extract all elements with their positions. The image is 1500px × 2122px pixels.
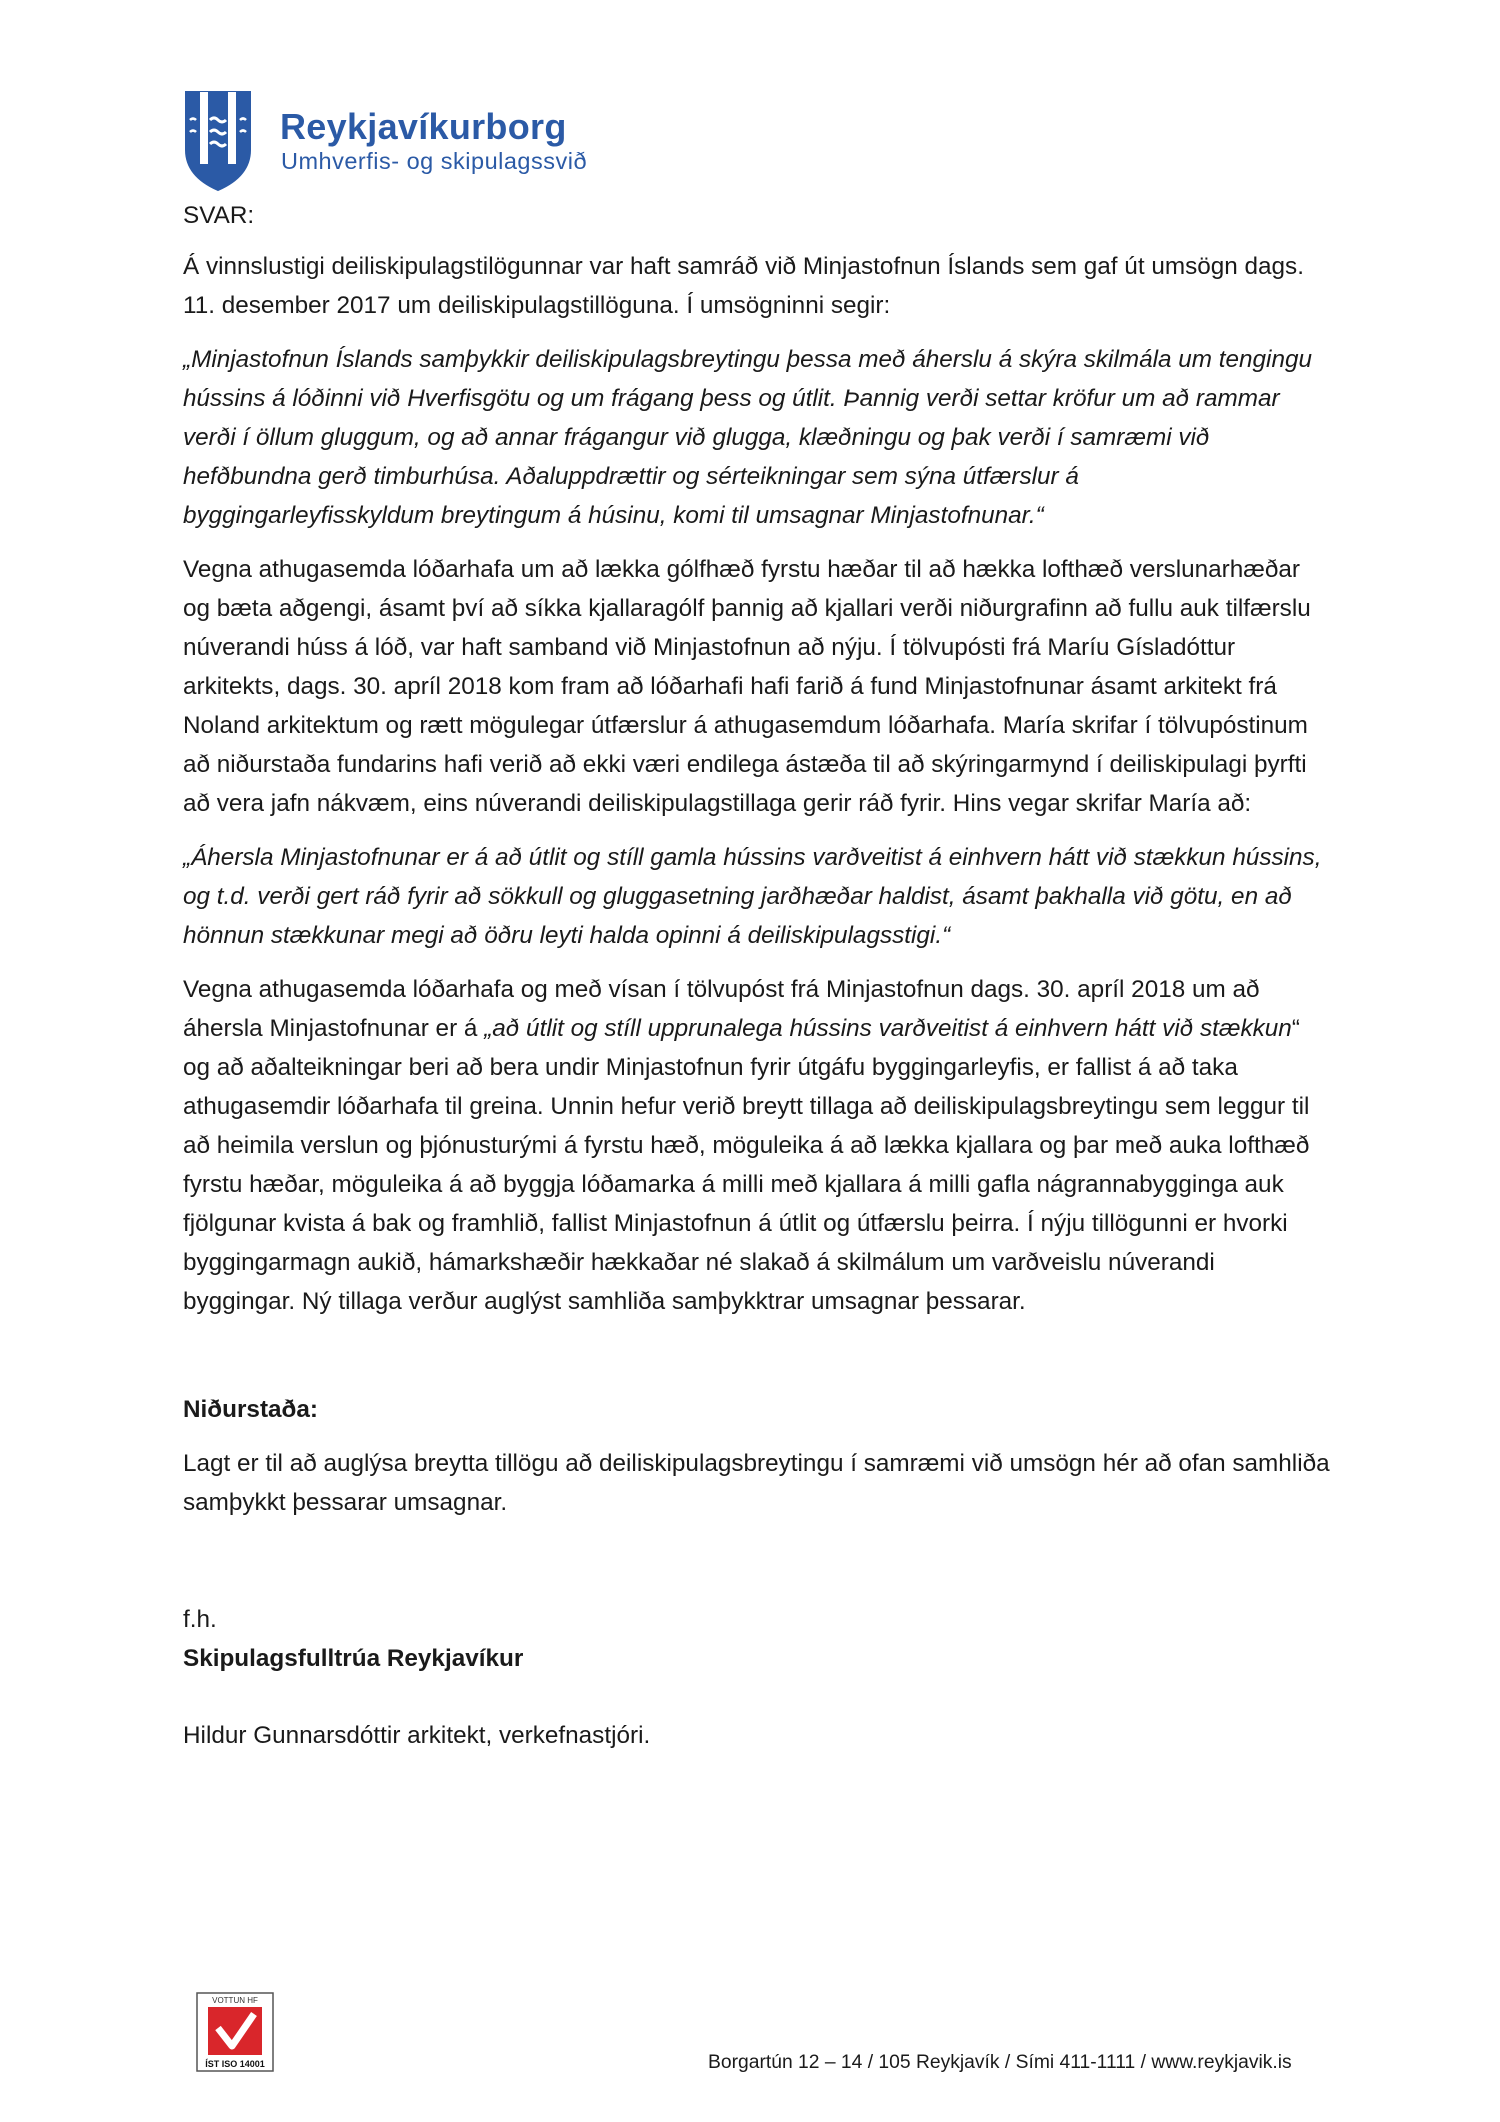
paragraph-2: Vegna athugasemda lóðarhafa um að lækka gólfhæð fyrstu hæðar til að hækka lofthæð verslunarhæðar og bæta aðgengi, ásamt því að síkka kjallaragólf þannig að kjallari verði niðurgrafinn að fullu auk tilfærslu núverandi húss á lóð, var haft samband við Minjastofnun að nýju. Í tölvupósti frá Maríu Gísladóttur arkitekts, dags. 30. apríl 2018 kom fram að lóðarhafi hafi farið á fund Minjastofnunar ásamt arkitekt frá Noland arkitektum og rætt mögulegar útfærslur á athugasemdum lóðarhafa. María skrifar í tölvupóstinum að niðurstaða fundarins hafi verið að ekki væri endilega ástæða til að skýringarmynd í deiliskipulagi þyrfti að vera jafn nákvæm, eins núverandi deiliskipulagstillaga gerir ráð fyrir. Hins vegar skrifar María að: <box>183 556 1311 817</box>
quote-1: „Minjastofnun Íslands samþykkir deiliskipulagsbreytingu þessa með áherslu á skýra skilmála um tengingu hússins á lóðinni við Hverfisgötu og um frágang þess og útlit. Þannig verði settar kröfur um að rammar verði í öllum gluggum, og að annar frágangur við glugga, klæðningu og þak verði í samræmi við hefðbundna gerð timburhúsa. Aðaluppdrættir og sérteikningar sem sýna útfærslur á byggingarleyfisskyldum breytingum á húsinu, komi til umsagnar Minjastofnunar.“ <box>183 346 1312 529</box>
department-name: Umhverfis- og skipulagssvið <box>281 148 588 174</box>
conclusion-heading: Niðurstaða: <box>183 1396 318 1423</box>
footer-address: Borgartún 12 – 14 / 105 Reykjavík / Sími 411-1111 / www.reykjavik.is <box>708 2052 1292 2073</box>
signatory-title: Skipulagsfulltrúa Reykjavíkur <box>183 1645 524 1672</box>
signatory-name: Hildur Gunnarsdóttir arkitekt, verkefnastjóri. <box>183 1722 651 1749</box>
iso-certification-icon <box>196 1992 274 2072</box>
reykjavik-coat-of-arms-logo <box>184 90 252 192</box>
quote-2: „Áhersla Minjastofnunar er á að útlit og stíll gamla hússins varðveitist á einhvern hátt við stækkun hússins, og t.d. verði gert ráð fyrir að sökkull og gluggasetning jarðhæðar haldist, ásamt þakhalla við götu, en að hönnun stækkunar megi að öðru leyti halda opinni á deiliskipulagsstigi.“ <box>183 844 1322 949</box>
on-behalf-of: f.h. <box>183 1606 217 1633</box>
svar-label: SVAR: <box>183 202 255 229</box>
conclusion-text: Lagt er til að auglýsa breytta tillögu að deiliskipulagsbreytingu í samræmi við umsögn hér að ofan samhliða samþykkt þessarar umsagnar. <box>183 1450 1330 1516</box>
organization-name: Reykjavíkurborg <box>280 106 567 147</box>
cert-top-label: VOTTUN HF <box>212 1996 258 2005</box>
paragraph-3-start: Vegna athugasemda lóðarhafa og með vísan í tölvupóst frá Minjastofnun dags. 30. apríl 2018 um að áhersla Minjastofnunar er á <box>183 976 1260 1042</box>
cert-bottom-label: ÍST ISO 14001 <box>205 2059 265 2069</box>
paragraph-3-end: “ og að aðalteikningar beri að bera undir Minjastofnun fyrir útgáfu byggingarleyfis, er fallist á að taka athugasemdir lóðarhafa til greina. Unnin hefur verið breytt tillaga að deiliskipulagsbreytingu sem leggur til að heimila verslun og þjónusturými á fyrstu hæð, möguleika á að lækka kjallara og þar með auka lofthæð fyrstu hæðar, möguleika á að byggja lóðamarka á milli með kjallara á milli gafla nágrannabygginga auk fjölgunar kvista á bak og framhlið, fallist Minjastofnun á útlit og útfærslu þeirra. Í nýju tillögunni er hvorki byggingarmagn aukið, hámarkshæðir hækkaðar né slakað á skilmálum um varðveislu núverandi byggingar. Ný tillaga verður auglýst samhliða samþykktrar umsagnar þessarar. <box>183 1015 1310 1315</box>
paragraph-3 <box>183 970 1333 1321</box>
paragraph-1: Á vinnslustigi deiliskipulagstilögunnar var haft samráð við Minjastofnun Íslands sem gaf út umsögn dags. 11. desember 2017 um deiliskipulagstillöguna. Í umsögninni segir: <box>183 253 1304 319</box>
paragraph-3-quote: „að útlit og stíll upprunalega hússins varðveitist á einhvern hátt við stækkun <box>484 1015 1292 1042</box>
letter-body <box>183 196 1333 1755</box>
